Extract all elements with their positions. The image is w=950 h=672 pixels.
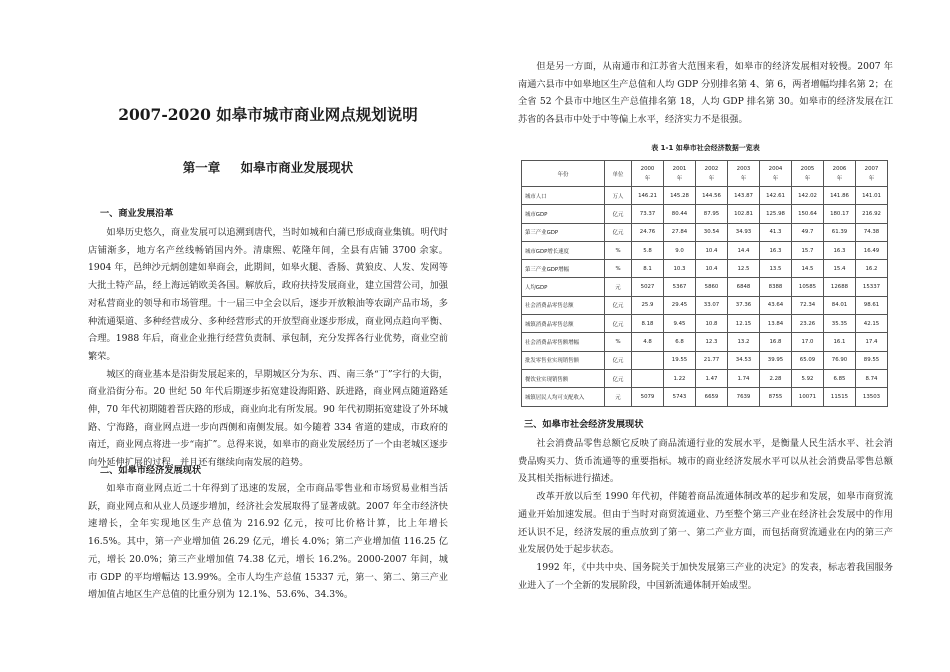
value-cell: 5.92 [792, 369, 824, 387]
table-row [522, 369, 888, 387]
value-cell: 144.56 [696, 187, 728, 205]
row-unit-cell: 万人 [605, 187, 632, 205]
table-row [522, 351, 888, 369]
table-row [522, 241, 888, 259]
value-cell: 76.90 [824, 351, 856, 369]
value-cell [632, 351, 664, 369]
table-row [522, 296, 888, 314]
value-cell: 73.37 [632, 205, 664, 223]
value-cell: 10.4 [696, 260, 728, 278]
value-cell: 1.22 [664, 369, 696, 387]
table-caption: 表 1-1 如皋市社会经济数据一览表 [651, 144, 760, 152]
value-cell: 37.36 [728, 296, 760, 314]
value-cell: 125.98 [760, 205, 792, 223]
row-unit-cell: % [605, 241, 632, 259]
value-cell: 16.8 [760, 333, 792, 351]
value-cell: 13503 [856, 388, 888, 406]
section-heading: 三、如皋市社会经济发展现状 [524, 419, 644, 430]
value-cell: 21.77 [696, 351, 728, 369]
row-name-cell: 城市GDP增长速度 [522, 241, 605, 259]
value-cell: 1.74 [728, 369, 760, 387]
row-name-cell: 第三产业GDP [522, 223, 605, 241]
row-name-cell: 城镇消费品零售总额 [522, 315, 605, 333]
year-label: 2001 [672, 165, 687, 172]
value-cell: 10.8 [696, 315, 728, 333]
row-name-cell: 第三产业GDP增幅 [522, 260, 605, 278]
year-label: 2005 [800, 165, 815, 172]
value-cell: 35.35 [824, 315, 856, 333]
value-cell: 16.1 [824, 333, 856, 351]
row-unit-cell: 亿元 [605, 351, 632, 369]
intro-paragraph-block [518, 58, 893, 129]
value-cell: 87.95 [696, 205, 728, 223]
row-name-cell: 社会消费品零售总额 [522, 296, 605, 314]
value-cell: 142.02 [792, 187, 824, 205]
year-label: 2004 [768, 165, 783, 172]
value-cell: 89.55 [856, 351, 888, 369]
value-cell: 15.4 [824, 260, 856, 278]
header-year-cell [728, 161, 760, 187]
value-cell: 6848 [728, 278, 760, 296]
row-unit-cell: % [605, 260, 632, 278]
value-cell: 23.26 [792, 315, 824, 333]
section-heading: 二、如皋市经济发展现状 [100, 465, 202, 476]
value-cell: 8.18 [632, 315, 664, 333]
table-row [522, 187, 888, 205]
value-cell [632, 369, 664, 387]
value-cell: 5.8 [632, 241, 664, 259]
value-cell: 16.3 [760, 241, 792, 259]
header-unit-cell: 单位 [605, 161, 632, 187]
header-year-cell [792, 161, 824, 187]
paragraph: 但是另一方面，从南通市和江苏省大范围来看，如皋市的经济发展相对较慢。2007 年南通六县市中如皋地区生产总值和人均 GDP 分别排名第 4、第 6，两者增幅均排名第 2；在全省 52 个县市中地区生产总值排名第 18，人均 GDP 排名第 30。如皋市的经济发展在江苏省的各县市中处于中等偏上水平，经济实力不是很强。 [518, 61, 893, 126]
value-cell: 16.3 [824, 241, 856, 259]
year-label: 2006 [832, 165, 847, 172]
paragraph: 如皋市商业网点近二十年得到了迅速的发展，全市商品零售业和市场贸易业相当活跃，商业网点和从业人员逐步增加，经济社会发展取得了显著成就。2007 年全市经济快速增长，全年实现地区生产总值为 216.92 亿元，按可比价格计算，比上年增长 16.5%。其中，第一产业增加值 26.29 亿元，增长 4.0%；第二产业增加值 116.25 亿元，增长 20.0%；第三产业增加值 74.38 亿元，增长 16.2%。2000-2007 年间，城市 GDP 的平均增幅达 13.99%。全市人均生产总值 15337 元，第一、第二、第三产业增加值占地区生产总值的比重分别为 12.1%、53.6%、34.3%。 [88, 483, 448, 601]
header-year-cell [696, 161, 728, 187]
value-cell: 49.7 [792, 223, 824, 241]
row-name-cell: 城镇居民人均可支配收入 [522, 388, 605, 406]
value-cell: 30.54 [696, 223, 728, 241]
value-cell: 34.53 [728, 351, 760, 369]
value-cell: 142.61 [760, 187, 792, 205]
row-unit-cell: 亿元 [605, 315, 632, 333]
value-cell: 5860 [696, 278, 728, 296]
value-cell: 180.17 [824, 205, 856, 223]
value-cell: 14.5 [792, 260, 824, 278]
year-label: 2000 [640, 165, 655, 172]
row-name-cell: 批发零售业实现销售额 [522, 351, 605, 369]
value-cell: 12.5 [728, 260, 760, 278]
year-suffix: 年 [836, 175, 843, 182]
value-cell: 15337 [856, 278, 888, 296]
value-cell: 72.34 [792, 296, 824, 314]
value-cell: 12.3 [696, 333, 728, 351]
row-name-cell: 社会消费品零售额增幅 [522, 333, 605, 351]
value-cell: 12.15 [728, 315, 760, 333]
paragraph: 改革开放以后至 1990 年代初，伴随着商品流通体制改革的起步和发展，如皋市商贸流通业开始加速发展。但由于当时对商贸流通业、乃至整个第三产业在经济社会发展中的作用还认识不足，经济发展的重点放到了第一、第二产业方面，而包括商贸流通业在内的第三产业发展仍处于起步状态。 [518, 491, 893, 556]
value-cell: 8.74 [856, 369, 888, 387]
value-cell: 25.9 [632, 296, 664, 314]
value-cell: 12688 [824, 278, 856, 296]
value-cell: 43.64 [760, 296, 792, 314]
value-cell: 8388 [760, 278, 792, 296]
value-cell: 5079 [632, 388, 664, 406]
value-cell: 24.76 [632, 223, 664, 241]
header-year-cell [824, 161, 856, 187]
value-cell: 13.5 [760, 260, 792, 278]
value-cell: 33.07 [696, 296, 728, 314]
value-cell: 5743 [664, 388, 696, 406]
value-cell: 10071 [792, 388, 824, 406]
value-cell: 145.28 [664, 187, 696, 205]
value-cell: 16.49 [856, 241, 888, 259]
header-year-cell [856, 161, 888, 187]
value-cell: 146.21 [632, 187, 664, 205]
row-unit-cell: % [605, 333, 632, 351]
row-name-cell: 人均GDP [522, 278, 605, 296]
header-year-cell [632, 161, 664, 187]
value-cell: 34.93 [728, 223, 760, 241]
year-suffix: 年 [804, 175, 811, 182]
table-row [522, 278, 888, 296]
year-label: 2007 [864, 165, 879, 172]
paragraph: 如皋历史悠久，商业发展可以追溯到唐代，当时如城和白蒲已形成商业集镇。明代时店铺渐多，地方名产丝线畅销国内外。清康熙、乾隆年间，全县有店铺 3700 余家。1904 年，邑绅沙元炳创建如皋商会，此期间，如皋火腿、香肠、黄狼皮、人发、发网等大批土特产品，经上海远销欧美各国。解放后，政府扶持发展商业，建立国营公司，加强对私营商业的领导和市场管理。十一届三中全会以后，逐步开放粮油等农副产品市场，多种流通渠道、多种经营成分、多种经营形式的开放型商业逐步形成，商业网点趋向平衡、合理。1988 年后，商业企业推行经营负责制、承包制，充分发挥各行业优势，商业空前繁荣。 [88, 227, 448, 362]
row-unit-cell: 亿元 [605, 296, 632, 314]
value-cell: 27.84 [664, 223, 696, 241]
chapter-number: 第一章 [182, 160, 221, 175]
value-cell: 10585 [792, 278, 824, 296]
value-cell: 29.45 [664, 296, 696, 314]
section-heading: 一、商业发展沿革 [100, 208, 174, 219]
value-cell: 216.92 [856, 205, 888, 223]
value-cell: 9.0 [664, 241, 696, 259]
row-name-cell: 城市GDP [522, 205, 605, 223]
value-cell: 10.3 [664, 260, 696, 278]
value-cell: 15.7 [792, 241, 824, 259]
value-cell: 61.39 [824, 223, 856, 241]
year-suffix: 年 [868, 175, 875, 182]
row-name-cell: 餐饮业实现销售额 [522, 369, 605, 387]
value-cell: 143.87 [728, 187, 760, 205]
year-suffix: 年 [740, 175, 747, 182]
section-economic-status [88, 464, 448, 604]
value-cell: 17.0 [792, 333, 824, 351]
value-cell: 10.4 [696, 241, 728, 259]
value-cell: 1.47 [696, 369, 728, 387]
table-row [522, 260, 888, 278]
paragraph: 城区的商业基本是沿街发展起来的，早期城区分为东、西、南三条“丁”字行的大街，商业沿街分布。20 世纪 50 年代后期逐步拓宽建设海阳路、跃进路，商业网点随道路延伸，70 年代初期随着晋庆路的形成，商业向北有所发展。90 年代初期拓宽建设了外环城路、宁海路，商业网点进一步向西侧和南侧发展。如今随着 334 省道的建成，市政府的南迁，商业网点将进一步“南扩”。总得来说，如皋市的商业发展经历了一个由老城区逐步向外延伸扩展的过程，并且还有继续向南发展的趋势。 [88, 368, 448, 469]
value-cell: 8755 [760, 388, 792, 406]
value-cell: 2.28 [760, 369, 792, 387]
paragraph: 社会消费品零售总额它反映了商品流通行业的发展水平，是衡量人民生活水平、社会消费品购买力、货币流通等的重要指标。城市的商业经济发展水平可以从社会消费品零售总额及其相关指标进行描述。 [518, 438, 893, 485]
header-name-cell: 年份 [522, 161, 605, 187]
paragraph: 1992 年，《中共中央、国务院关于加快发展第三产业的决定》的发表，标志着我国服务业进入了一个全新的发展阶段，中国新流通体制开始成型。 [518, 561, 893, 591]
value-cell: 141.86 [824, 187, 856, 205]
year-suffix: 年 [772, 175, 779, 182]
header-year-cell [760, 161, 792, 187]
value-cell: 6659 [696, 388, 728, 406]
value-cell: 5027 [632, 278, 664, 296]
row-unit-cell: 元 [605, 388, 632, 406]
value-cell: 11515 [824, 388, 856, 406]
value-cell: 4.8 [632, 333, 664, 351]
chapter-heading [88, 158, 448, 176]
value-cell: 65.09 [792, 351, 824, 369]
row-unit-cell: 亿元 [605, 369, 632, 387]
value-cell: 16.2 [856, 260, 888, 278]
value-cell: 13.2 [728, 333, 760, 351]
chapter-name: 如皋市商业发展现状 [240, 160, 354, 175]
table-header-row [522, 161, 888, 187]
value-cell: 6.8 [664, 333, 696, 351]
value-cell: 19.55 [664, 351, 696, 369]
value-cell: 8.1 [632, 260, 664, 278]
value-cell: 80.44 [664, 205, 696, 223]
row-unit-cell: 元 [605, 278, 632, 296]
year-suffix: 年 [708, 175, 715, 182]
value-cell: 14.4 [728, 241, 760, 259]
value-cell: 98.61 [856, 296, 888, 314]
value-cell: 9.45 [664, 315, 696, 333]
value-cell: 84.01 [824, 296, 856, 314]
table-row [522, 388, 888, 406]
value-cell: 13.84 [760, 315, 792, 333]
value-cell: 141.01 [856, 187, 888, 205]
economic-data-table [521, 160, 888, 407]
row-unit-cell: 亿元 [605, 205, 632, 223]
year-label: 2003 [736, 165, 751, 172]
value-cell: 102.81 [728, 205, 760, 223]
value-cell: 7639 [728, 388, 760, 406]
year-suffix: 年 [644, 175, 651, 182]
table-row [522, 223, 888, 241]
value-cell: 41.3 [760, 223, 792, 241]
document-title: 2007-2020 如皋市城市商业网点规划说明 [118, 105, 418, 124]
value-cell: 74.38 [856, 223, 888, 241]
value-cell: 42.15 [856, 315, 888, 333]
section-social-economic [518, 418, 893, 594]
value-cell: 39.95 [760, 351, 792, 369]
value-cell: 17.4 [856, 333, 888, 351]
year-label: 2002 [704, 165, 719, 172]
value-cell: 6.85 [824, 369, 856, 387]
table-row [522, 205, 888, 223]
table-body [522, 187, 888, 407]
header-year-cell [664, 161, 696, 187]
section-commerce-history [88, 207, 448, 472]
value-cell: 5367 [664, 278, 696, 296]
year-suffix: 年 [676, 175, 683, 182]
row-unit-cell: 亿元 [605, 223, 632, 241]
row-name-cell: 城市人口 [522, 187, 605, 205]
table-row [522, 333, 888, 351]
table-row [522, 315, 888, 333]
value-cell: 150.64 [792, 205, 824, 223]
